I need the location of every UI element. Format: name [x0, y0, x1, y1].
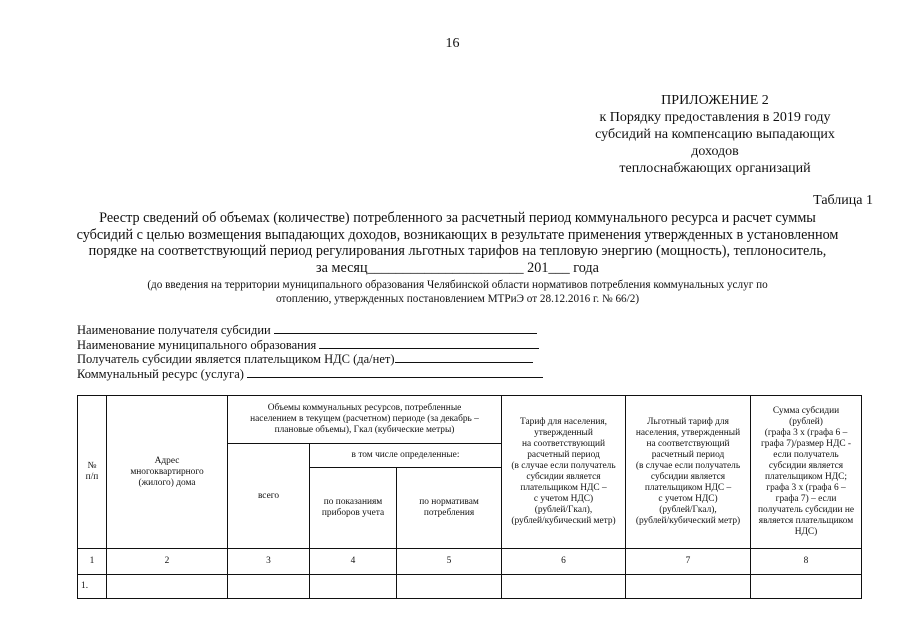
header-by-norms: по нормативам потребления: [397, 468, 502, 549]
field-label: Получатель субсидии является плательщиком НДС (да/нет): [77, 352, 395, 366]
field-label: Наименование муниципального образования: [77, 337, 317, 352]
fill-line[interactable]: [274, 323, 537, 334]
table-cell[interactable]: [397, 575, 502, 599]
column-number: 3: [228, 549, 310, 575]
field-vat-payer: [77, 352, 543, 367]
field-resource: [77, 367, 543, 382]
appendix-line: доходов: [691, 144, 739, 159]
appendix-line: субсидий на компенсацию выпадающих: [595, 127, 835, 142]
column-number: 2: [107, 549, 228, 575]
appendix-block: [560, 92, 870, 177]
appendix-heading: ПРИЛОЖЕНИЕ 2: [661, 93, 769, 108]
title-note: [40, 278, 875, 306]
recipient-fields: [77, 323, 543, 381]
column-number: 5: [397, 549, 502, 575]
column-number: 7: [626, 549, 751, 575]
page-number: 16: [445, 36, 460, 51]
note-line: отоплению, утвержденных постановлением МТРиЭ от 28.12.2016 г. № 66/2): [275, 293, 640, 305]
column-number-row: [78, 549, 862, 575]
note-line: (до введения на территории муниципального образования Челябинской области нормативов потребления коммунальных услуг по: [147, 279, 768, 291]
table-cell[interactable]: [626, 575, 751, 599]
field-label: Наименование получателя субсидии: [77, 323, 271, 337]
appendix-line: теплоснабжающих организаций: [619, 161, 811, 176]
header-including: в том числе определенные:: [310, 444, 502, 468]
column-number: 8: [751, 549, 862, 575]
header-total: всего: [228, 444, 310, 549]
column-number: 6: [502, 549, 626, 575]
title-line: порядке на соответствующий период регулирования льготных тарифов на тепловую энергию (мощность), теплоноситель,: [88, 243, 827, 259]
column-number: 4: [310, 549, 397, 575]
table-cell[interactable]: [228, 575, 310, 599]
row-number: 1.: [78, 575, 107, 599]
table-label: Таблица 1: [813, 193, 873, 208]
table-cell[interactable]: [502, 575, 626, 599]
header-address: Адрес многоквартирного (жилого) дома: [107, 396, 228, 549]
field-recipient-name: [77, 323, 543, 338]
fill-line[interactable]: [395, 352, 533, 363]
table-row: [78, 575, 862, 599]
header-preferential-tariff: Льготный тариф для населения, утвержденный на соответствующий расчетный период (в случае если получатель субсидии является плательщиком НДС – с учетом НДС) (рублей/Гкал), (рублей/кубический метр): [626, 396, 751, 549]
field-label: Коммунальный ресурс (услуга): [77, 366, 244, 381]
table-cell[interactable]: [107, 575, 228, 599]
title-line: Реестр сведений об объемах (количестве) потребленного за расчетный период коммунального ресурса и расчет суммы: [99, 210, 816, 226]
fill-line[interactable]: [247, 367, 543, 378]
header-tariff: Тариф для населения, утвержденный на соответствующий расчетный период (в случае если получатель субсидии является плательщиком НДС – с учетом НДС) (рублей/Гкал), (рублей/кубический метр): [502, 396, 626, 549]
table-cell[interactable]: [310, 575, 397, 599]
document-title: [30, 210, 885, 276]
header-by-meters: по показаниям приборов учета: [310, 468, 397, 549]
table-cell[interactable]: [751, 575, 862, 599]
header-volumes: Объемы коммунальных ресурсов, потребленные населением в текущем (расчетном) периоде (за декабрь – плановые объемы), Гкал (кубические метры): [228, 396, 502, 444]
header-num: № п/п: [78, 396, 107, 549]
column-number: 1: [78, 549, 107, 575]
header-subsidy-sum: Сумма субсидии (рублей) (графа 3 х (графа 6 – графа 7)/размер НДС - если получатель субсидии является плательщиком НДС; графа 3 х (графа 6 – графа 7) – если получатель субсидии не является плательщиком НДС): [751, 396, 862, 549]
field-municipality: [77, 338, 543, 353]
title-line: субсидий с целью возмещения выпадающих доходов, возникающих в результате применения утвержденных в установленном: [76, 226, 839, 243]
title-line: за месяц______________________ 201___ года: [316, 259, 599, 276]
register-table: [77, 395, 862, 599]
fill-line[interactable]: [319, 338, 539, 349]
appendix-line: к Порядку предоставления в 2019 году: [599, 110, 831, 125]
